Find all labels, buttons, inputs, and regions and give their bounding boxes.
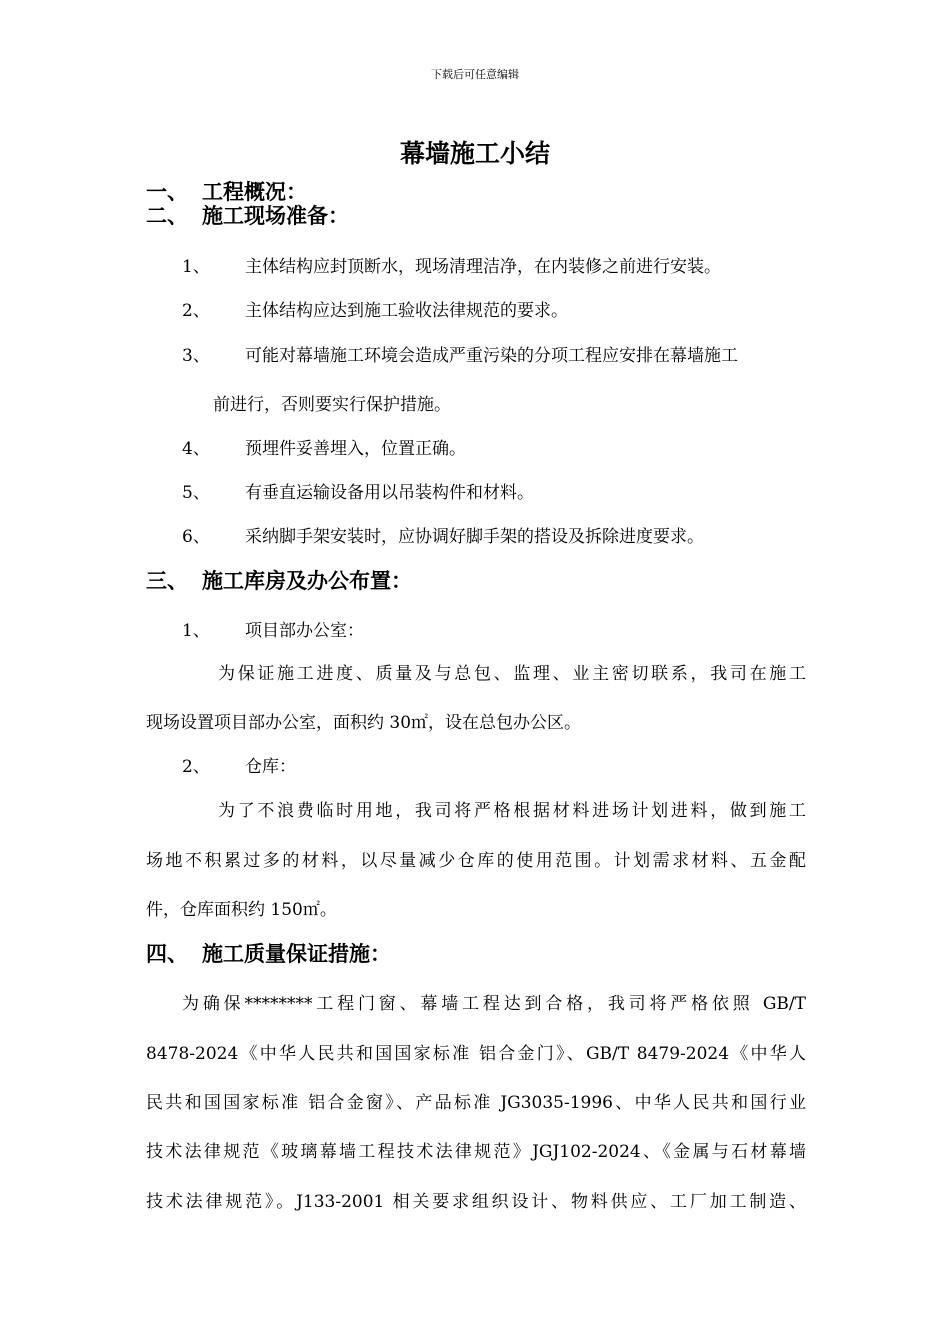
list-number: 5、 [182,483,210,503]
paragraph-line: 8478-2024《中华人民共和国国家标准 铝合金门》、GB/T 8479-2024《中华人 [146,1044,806,1064]
list-text: 仓库： [245,757,296,777]
list-number: 2、 [182,757,210,777]
section-title: 施工库房及办公布置： [202,568,412,593]
list-text: 可能对幕墙施工环境会造成严重污染的分项工程应安排在幕墙施工 [245,346,738,366]
paragraph-line: 民共和国国家标准 铝合金窗》、产品标准 JG3035-1996、中华人民共和国行业 [146,1093,806,1113]
list-number: 6、 [182,527,210,547]
list-text: 项目部办公室： [245,621,364,641]
section-title: 工程概况： [202,179,307,204]
list-text: 预埋件妥善埋入，位置正确。 [245,439,466,459]
list-number: 4、 [182,439,210,459]
paragraph-line: 为保证施工进度、质量及与总包、监理、业主密切联系，我司在施工 [218,664,806,684]
section-title: 施工质量保证措施： [202,941,391,966]
document-title: 幕墙施工小结 [399,139,550,168]
list-number: 1、 [182,621,210,641]
list-text: 有垂直运输设备用以吊装构件和材料。 [245,483,534,503]
list-number: 2、 [182,301,210,321]
paragraph-line: 为了不浪费临时用地，我司将严格根据材料进场计划进料，做到施工 [218,801,806,821]
paragraph-line: 件，仓库面积约 150㎡。 [146,900,337,920]
list-number: 3、 [182,346,210,366]
section-number: 一、 [146,179,188,204]
list-text: 采纳脚手架安装时，应协调好脚手架的搭设及拆除进度要求。 [245,527,704,547]
paragraph-line: 技术法律规范》。J133-2001 相关要求组织设计、物料供应、工厂加工制造、 [146,1192,806,1212]
paragraph-line: 现场设置项目部办公室，面积约 30㎡，设在总包办公区。 [146,713,582,733]
header-note: 下载后可任意编辑 [431,68,519,81]
section-number: 二、 [146,203,188,228]
list-text: 主体结构应封顶断水，现场清理洁净，在内装修之前进行安装。 [245,257,721,277]
list-number: 1、 [182,257,210,277]
section-number: 三、 [146,568,188,593]
section-title: 施工现场准备： [202,203,349,228]
list-text-continuation: 前进行，否则要实行保护措施。 [213,395,451,415]
paragraph-line: 场地不积累过多的材料，以尽量减少仓库的使用范围。计划需求材料、五金配 [146,851,806,871]
paragraph-line: 为确保********工程门窗、幕墙工程达到合格，我司将严格依照 GB/T [182,994,806,1014]
paragraph-line: 技术法律规范《玻璃幕墙工程技术法律规范》JGJ102-2024、《金属与石材幕墙 [146,1142,806,1162]
section-number: 四、 [146,941,188,966]
list-text: 主体结构应达到施工验收法律规范的要求。 [245,301,568,321]
